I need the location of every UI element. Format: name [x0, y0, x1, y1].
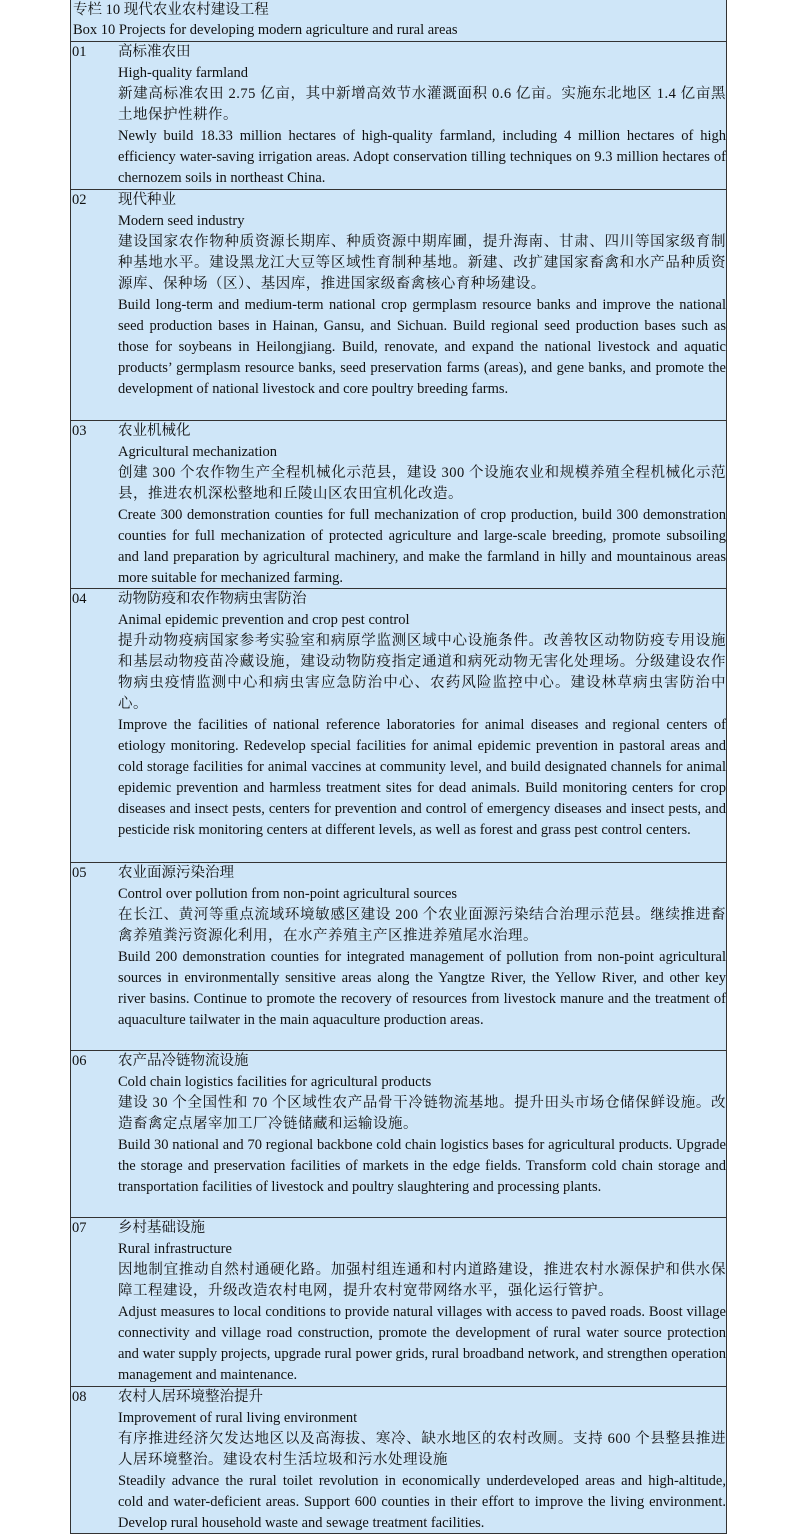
project-row	[71, 42, 726, 190]
project-number: 02	[72, 192, 87, 208]
project-title-en: Modern seed industry	[118, 213, 245, 229]
project-number: 05	[72, 865, 87, 881]
project-title-cn: 农业面源污染治理	[118, 865, 234, 881]
project-row	[71, 421, 726, 589]
project-body-en: Adjust measures to local conditions to provide natural villages with access to paved roads. Boost village connectivity and village road construction, promote the development of rural water source protection and water supply projects, upgrade rural power grids, rural broadband network, and strengthen operation management and maintenance.	[118, 1304, 726, 1383]
project-number: 04	[72, 591, 87, 607]
project-title-cn: 农业机械化	[118, 423, 191, 439]
project-body-cn: 创建 300 个农作物生产全程机械化示范县，建设 300 个设施农业和规模养殖全程机械化示范县，推进农机深松整地和丘陵山区农田宜机化改造。	[118, 465, 726, 502]
project-number: 06	[72, 1053, 87, 1069]
project-body-cn: 因地制宜推动自然村通硬化路。加强村组连通和村内道路建设，推进农村水源保护和供水保障工程建设，升级改造农村电网，提升农村宽带网络水平，强化运行管护。	[118, 1262, 726, 1299]
project-title-cn: 高标准农田	[118, 44, 191, 60]
project-title-en: Improvement of rural living environment	[118, 1410, 358, 1426]
project-title-en: High-quality farmland	[118, 65, 249, 81]
project-title-en: Cold chain logistics facilities for agricultural products	[118, 1074, 432, 1090]
project-title-en: Control over pollution from non-point agricultural sources	[118, 886, 458, 902]
project-title-en: Animal epidemic prevention and crop pest control	[118, 612, 410, 628]
project-title-en: Rural infrastructure	[118, 1241, 232, 1257]
project-content	[118, 421, 726, 588]
project-content	[118, 1387, 726, 1535]
project-content	[118, 863, 726, 1050]
project-body-cn: 在长江、黄河等重点流域环境敏感区建设 200 个农业面源污染结合治理示范县。继续推进畜禽养殖粪污资源化利用，在水产养殖主产区推进养殖尾水治理。	[118, 907, 726, 944]
project-number: 01	[72, 44, 87, 60]
project-title-cn: 农产品冷链物流设施	[118, 1053, 249, 1069]
project-row	[71, 1218, 726, 1387]
project-body-cn: 有序推进经济欠发达地区以及高海拔、寒冷、缺水地区的农村改厕。支持 600 个县整县推进人居环境整治。建设农村生活垃圾和污水处理设施	[118, 1431, 726, 1468]
project-body-en: Create 300 demonstration counties for full mechanization of crop production, build 300 demonstration counties for full mechanization of protected agriculture and large-scale breeding, promote subsoiling and land preparation by agricultural machinery, and make the farmland in hilly and mountainous areas more suitable for mechanized farming.	[118, 507, 726, 586]
project-body-en: Newly build 18.33 million hectares of high-quality farmland, including 4 million hectares of high efficiency water-saving irrigation areas. Adopt conservation tilling techniques on 9.3 million hectares of chernozem soils in northeast China.	[118, 128, 726, 186]
project-content	[118, 42, 726, 189]
project-body-en: Improve the facilities of national reference laboratories for animal diseases and regional centers of etiology monitoring. Redevelop special facilities for animal epidemic prevention in pastoral areas and cold storage facilities for animal vaccines at community level, and build designated channels for animal epidemic prevention and harmless treatment sites for dead animals. Build monitoring centers for crop diseases and insect pests, centers for prevention and control of emergency diseases and insect pests, and pesticide risk monitoring centers at different levels, as well as forest and grass pest control centers.	[118, 717, 726, 838]
project-body-cn: 建设 30 个全国性和 70 个区域性农产品骨干冷链物流基地。提升田头市场仓储保鲜设施。改造畜禽定点屠宰加工厂冷链储藏和运输设施。	[118, 1095, 726, 1132]
project-body-en: Build long-term and medium-term national crop germplasm resource banks and improve the national seed production bases in Hainan, Gansu, and Sichuan. Build regional seed production bases such as those for soybeans in Heilongjiang. Build, renovate, and expand the national livestock and aquatic products’ germplasm resource banks, seed preservation farms (areas), and gene banks, and promote the development of national livestock and core poultry breeding farms.	[118, 297, 726, 397]
project-title-cn: 乡村基础设施	[118, 1220, 205, 1236]
box-title-en: Box 10 Projects for developing modern agriculture and rural areas	[73, 22, 458, 38]
project-body-en: Steadily advance the rural toilet revolution in economically underdeveloped areas and high-altitude, cold and water-deficient areas. Support 600 counties in their effort to improve the living environment. Develop rural household waste and sewage treatment facilities.	[118, 1473, 726, 1531]
project-body-en: Build 30 national and 70 regional backbone cold chain logistics bases for agricultural products. Upgrade the storage and preservation facilities of markets in the edge fields. Transform cold chain storage and transportation facilities of livestock and poultry slaughtering and processing plants.	[118, 1137, 726, 1195]
projects-box	[70, 0, 727, 1534]
project-row	[71, 1387, 726, 1535]
project-number: 08	[72, 1389, 87, 1405]
project-row	[71, 589, 726, 863]
project-title-en: Agricultural mechanization	[118, 444, 278, 460]
project-row	[71, 1051, 726, 1218]
project-body-cn: 提升动物疫病国家参考实验室和病原学监测区域中心设施条件。改善牧区动物防疫专用设施和基层动物疫苗冷藏设施，建设动物防疫指定通道和病死动物无害化处理场。分级建设农作物病虫疫情监测中心和病虫害应急防治中心、农药风险监控中心。建设林草病虫害防治中心。	[118, 633, 726, 712]
project-body-en: Build 200 demonstration counties for integrated management of pollution from non-point agricultural sources in environmentally sensitive areas along the Yangtze River, the Yellow River, and other key river basins. Continue to promote the recovery of resources from livestock manure and the treatment of aquaculture tailwater in the main aquaculture production areas.	[118, 949, 726, 1028]
box-header	[71, 0, 726, 42]
project-number: 07	[72, 1220, 87, 1236]
project-content	[118, 589, 726, 862]
project-row	[71, 863, 726, 1051]
project-content	[118, 1051, 726, 1217]
project-content	[118, 190, 726, 420]
project-title-cn: 现代种业	[118, 192, 176, 208]
project-title-cn: 农村人居环境整治提升	[118, 1389, 263, 1405]
box-title-cn: 专栏 10 现代农业农村建设工程	[73, 2, 269, 18]
project-content	[118, 1218, 726, 1386]
project-number: 03	[72, 423, 87, 439]
project-body-cn: 建设国家农作物种质资源长期库、种质资源中期库圃，提升海南、甘肃、四川等国家级育制种基地水平。建设黑龙江大豆等区域性育制种基地。新建、改扩建国家畜禽和水产品种质资源库、保种场（区）、基因库，推进国家级畜禽核心育种场建设。	[118, 234, 726, 292]
project-body-cn: 新建高标准农田 2.75 亿亩，其中新增高效节水灌溉面积 0.6 亿亩。实施东北地区 1.4 亿亩黑土地保护性耕作。	[118, 86, 726, 123]
project-title-cn: 动物防疫和农作物病虫害防治	[118, 591, 307, 607]
project-row	[71, 190, 726, 421]
